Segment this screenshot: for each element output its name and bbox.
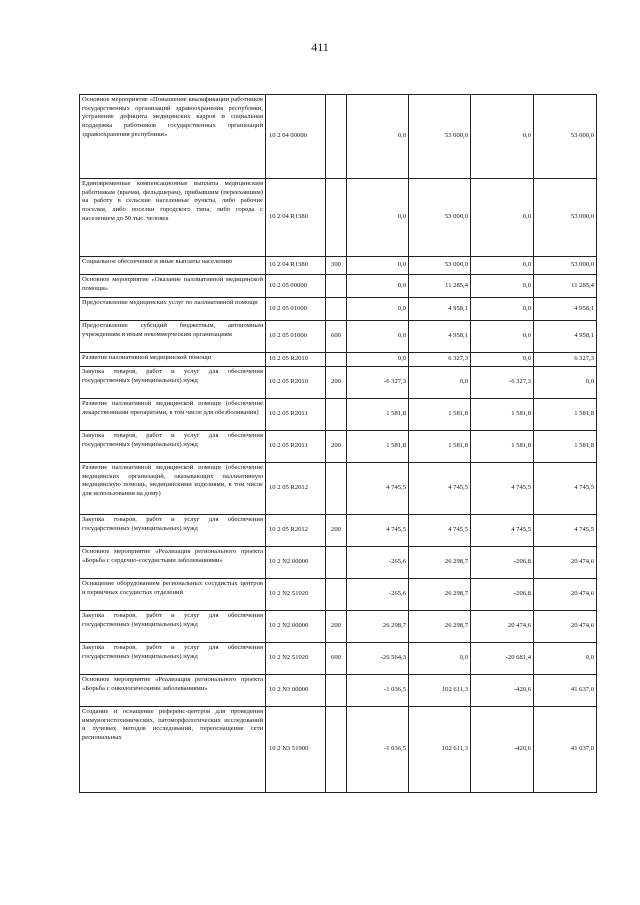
row-vr-cell: [326, 275, 347, 298]
row-vr-cell: 600: [326, 643, 347, 675]
row-name-cell: Закупка товаров, работ и услуг для обеспечения государственных (муниципальных) нужд: [80, 643, 266, 675]
row-vr-cell: [326, 353, 347, 367]
row-code-cell: 10 2 05 R2011: [266, 431, 326, 463]
row-value-3-cell: 0,0: [471, 353, 534, 367]
row-value-1-cell: 26 298,7: [347, 611, 409, 643]
row-name-cell: Развитие паллиативной медицинской помощи (обеспечение медицинских организаций, оказывающих паллиативную медицинскую помощь, медицинскими изделиями, в том числе для использования на дому): [80, 463, 266, 515]
row-value-2-cell: 1 581,8: [409, 399, 471, 431]
row-vr-cell: [326, 547, 347, 579]
row-name-cell: Закупка товаров, работ и услуг для обеспечения государственных (муниципальных) нужд: [80, 515, 266, 547]
row-vr-cell: 300: [326, 257, 347, 275]
table-row: [80, 275, 597, 298]
row-value-3-cell: 20 474,6: [471, 611, 534, 643]
row-vr-cell: [326, 95, 347, 179]
row-name-cell: Закупка товаров, работ и услуг для обеспечения государственных (муниципальных) нужд: [80, 431, 266, 463]
row-name-cell: Развитие паллиативной медицинской помощи (обеспечение лекарственными препаратами, в том числе для обезболивания): [80, 399, 266, 431]
table-row: [80, 257, 597, 275]
row-value-2-cell: 4 958,1: [409, 298, 471, 321]
row-value-2-cell: 102 611,3: [409, 707, 471, 793]
row-value-1-cell: 0,0: [347, 257, 409, 275]
row-value-3-cell: -206,8: [471, 547, 534, 579]
row-name-cell: Социальное обеспечение и иные выплаты населению: [80, 257, 266, 275]
row-value-4-cell: 0,0: [534, 367, 597, 399]
row-name-cell: Создание и оснащение референс-центров для проведения иммуногистохимических, патоморфологических исследований и лучевых методов исследований, переоснащение сети региональных: [80, 707, 266, 793]
row-value-2-cell: 4 745,5: [409, 463, 471, 515]
row-value-3-cell: -420,6: [471, 707, 534, 793]
table-row: [80, 399, 597, 431]
row-value-2-cell: 102 611,3: [409, 675, 471, 707]
row-value-1-cell: 4 745,5: [347, 515, 409, 547]
row-value-3-cell: 1 581,8: [471, 431, 534, 463]
row-code-cell: 10 2 04 R1380: [266, 257, 326, 275]
row-value-2-cell: 26 298,7: [409, 611, 471, 643]
table-row: [80, 353, 597, 367]
table-row: [80, 179, 597, 257]
table-row: [80, 515, 597, 547]
row-value-3-cell: 1 581,8: [471, 399, 534, 431]
row-value-2-cell: 0,0: [409, 367, 471, 399]
row-vr-cell: 200: [326, 431, 347, 463]
row-name-cell: Предоставление субсидий бюджетным, автономным учреждениям и иным некоммерческим организациям: [80, 321, 266, 353]
row-value-1-cell: -1 036,5: [347, 707, 409, 793]
row-value-2-cell: 11 285,4: [409, 275, 471, 298]
row-value-2-cell: 53 000,0: [409, 257, 471, 275]
row-value-3-cell: 0,0: [471, 179, 534, 257]
row-value-3-cell: 0,0: [471, 257, 534, 275]
row-value-1-cell: 1 581,8: [347, 431, 409, 463]
table-body: [80, 95, 597, 793]
row-value-3-cell: 0,0: [471, 321, 534, 353]
row-value-2-cell: 4 745,5: [409, 515, 471, 547]
table-row: [80, 367, 597, 399]
page-number: 411: [311, 40, 329, 54]
row-value-2-cell: 26 298,7: [409, 579, 471, 611]
row-code-cell: 10 2 N2 00000: [266, 547, 326, 579]
row-vr-cell: [326, 579, 347, 611]
row-value-2-cell: 1 581,8: [409, 431, 471, 463]
row-value-1-cell: 0,0: [347, 353, 409, 367]
row-name-cell: Предоставление медицинских услуг по паллиативной помощи: [80, 298, 266, 321]
row-value-1-cell: 0,0: [347, 95, 409, 179]
row-value-3-cell: 0,0: [471, 298, 534, 321]
row-code-cell: 10 2 N3 51900: [266, 707, 326, 793]
row-value-4-cell: 53 000,0: [534, 257, 597, 275]
table-row: [80, 463, 597, 515]
row-value-4-cell: 20 474,6: [534, 611, 597, 643]
row-value-3-cell: -20 681,4: [471, 643, 534, 675]
row-value-4-cell: 11 285,4: [534, 275, 597, 298]
row-value-4-cell: 1 581,8: [534, 431, 597, 463]
row-name-cell: Основное мероприятие «Реализация регионального проекта «Борьба с онкологическими заболеваниями»: [80, 675, 266, 707]
row-value-4-cell: 20 474,6: [534, 579, 597, 611]
table-row: [80, 643, 597, 675]
row-code-cell: 10 2 04 00000: [266, 95, 326, 179]
row-value-4-cell: 20 474,6: [534, 547, 597, 579]
row-value-1-cell: -6 327,3: [347, 367, 409, 399]
row-value-1-cell: 0,0: [347, 275, 409, 298]
row-name-cell: Основное мероприятие «Оказание паллиативной медицинской помощи»: [80, 275, 266, 298]
row-vr-cell: [326, 707, 347, 793]
row-value-4-cell: 41 637,0: [534, 675, 597, 707]
table-row: [80, 707, 597, 793]
row-value-4-cell: 4 958,1: [534, 321, 597, 353]
row-vr-cell: [326, 463, 347, 515]
row-value-2-cell: 6 327,3: [409, 353, 471, 367]
table-row: [80, 298, 597, 321]
row-code-cell: 10 2 05 R2012: [266, 515, 326, 547]
row-code-cell: 10 2 N3 00000: [266, 675, 326, 707]
row-code-cell: 10 2 05 R2010: [266, 367, 326, 399]
row-vr-cell: [326, 675, 347, 707]
table-row: [80, 675, 597, 707]
row-value-4-cell: 53 000,0: [534, 179, 597, 257]
row-value-2-cell: 53 000,0: [409, 95, 471, 179]
row-name-cell: Оснащение оборудованием региональных сосудистых центров и первичных сосудистых отделений: [80, 579, 266, 611]
row-value-2-cell: 53 000,0: [409, 179, 471, 257]
row-name-cell: Единовременные компенсационные выплаты медицинским работникам (врачам, фельдшерам), прибывшим (переехавшим) на работу в сельские населенные пункты, либо рабочие поселки, либо поселки городского типа, либо города с населением до 50 тыс. человек: [80, 179, 266, 257]
row-value-1-cell: 4 745,5: [347, 463, 409, 515]
row-name-cell: Развитие паллиативной медицинской помощи: [80, 353, 266, 367]
row-code-cell: 10 2 05 R2010: [266, 353, 326, 367]
row-value-4-cell: 4 745,5: [534, 515, 597, 547]
row-vr-cell: 200: [326, 611, 347, 643]
table-row: [80, 547, 597, 579]
row-vr-cell: [326, 399, 347, 431]
row-value-4-cell: 4 958,1: [534, 298, 597, 321]
row-value-4-cell: 4 745,5: [534, 463, 597, 515]
table-row: [80, 611, 597, 643]
table-row: [80, 95, 597, 179]
row-value-2-cell: 0,0: [409, 643, 471, 675]
row-code-cell: 10 2 05 R2011: [266, 399, 326, 431]
row-value-4-cell: 41 637,0: [534, 707, 597, 793]
row-code-cell: 10 2 04 R1380: [266, 179, 326, 257]
row-value-1-cell: 0,0: [347, 298, 409, 321]
row-code-cell: 10 2 05 01000: [266, 321, 326, 353]
row-value-3-cell: -206,8: [471, 579, 534, 611]
row-vr-cell: 600: [326, 321, 347, 353]
row-value-4-cell: 6 327,3: [534, 353, 597, 367]
row-value-1-cell: 0,0: [347, 321, 409, 353]
row-value-1-cell: 1 581,8: [347, 399, 409, 431]
table-row: [80, 579, 597, 611]
row-vr-cell: [326, 298, 347, 321]
row-value-1-cell: 0,0: [347, 179, 409, 257]
row-value-1-cell: -265,6: [347, 547, 409, 579]
row-value-4-cell: 0,0: [534, 643, 597, 675]
row-code-cell: 10 2 05 01000: [266, 298, 326, 321]
row-name-cell: Основное мероприятие «Повышение квалификации работников государственных организаций здравоохранения республики, устранение дефицита медицинских кадров и социальная поддержка работников государственных организаций здравоохранения республики»: [80, 95, 266, 179]
row-code-cell: 10 2 N2 00000: [266, 611, 326, 643]
row-value-4-cell: 53 000,0: [534, 95, 597, 179]
table-row: [80, 431, 597, 463]
row-code-cell: 10 2 N2 51920: [266, 579, 326, 611]
row-code-cell: 10 2 05 00000: [266, 275, 326, 298]
row-value-1-cell: -1 036,5: [347, 675, 409, 707]
row-value-3-cell: 0,0: [471, 275, 534, 298]
row-vr-cell: 200: [326, 367, 347, 399]
row-vr-cell: [326, 179, 347, 257]
row-name-cell: Закупка товаров, работ и услуг для обеспечения государственных (муниципальных) нужд: [80, 611, 266, 643]
row-value-2-cell: 26 298,7: [409, 547, 471, 579]
row-code-cell: 10 2 N2 51920: [266, 643, 326, 675]
row-code-cell: 10 2 05 R2012: [266, 463, 326, 515]
row-vr-cell: 200: [326, 515, 347, 547]
row-value-1-cell: -265,6: [347, 579, 409, 611]
row-value-1-cell: -26 564,3: [347, 643, 409, 675]
row-value-3-cell: 4 745,5: [471, 463, 534, 515]
row-value-3-cell: 0,0: [471, 95, 534, 179]
table-row: [80, 321, 597, 353]
row-value-4-cell: 1 581,8: [534, 399, 597, 431]
row-value-3-cell: -6 327,3: [471, 367, 534, 399]
row-name-cell: Основное мероприятие «Реализация регионального проекта «Борьба с сердечно-сосудистыми заболеваниями»: [80, 547, 266, 579]
budget-table: [79, 94, 597, 793]
row-value-3-cell: 4 745,5: [471, 515, 534, 547]
row-name-cell: Закупка товаров, работ и услуг для обеспечения государственных (муниципальных) нужд: [80, 367, 266, 399]
row-value-3-cell: -420,6: [471, 675, 534, 707]
row-value-2-cell: 4 958,1: [409, 321, 471, 353]
